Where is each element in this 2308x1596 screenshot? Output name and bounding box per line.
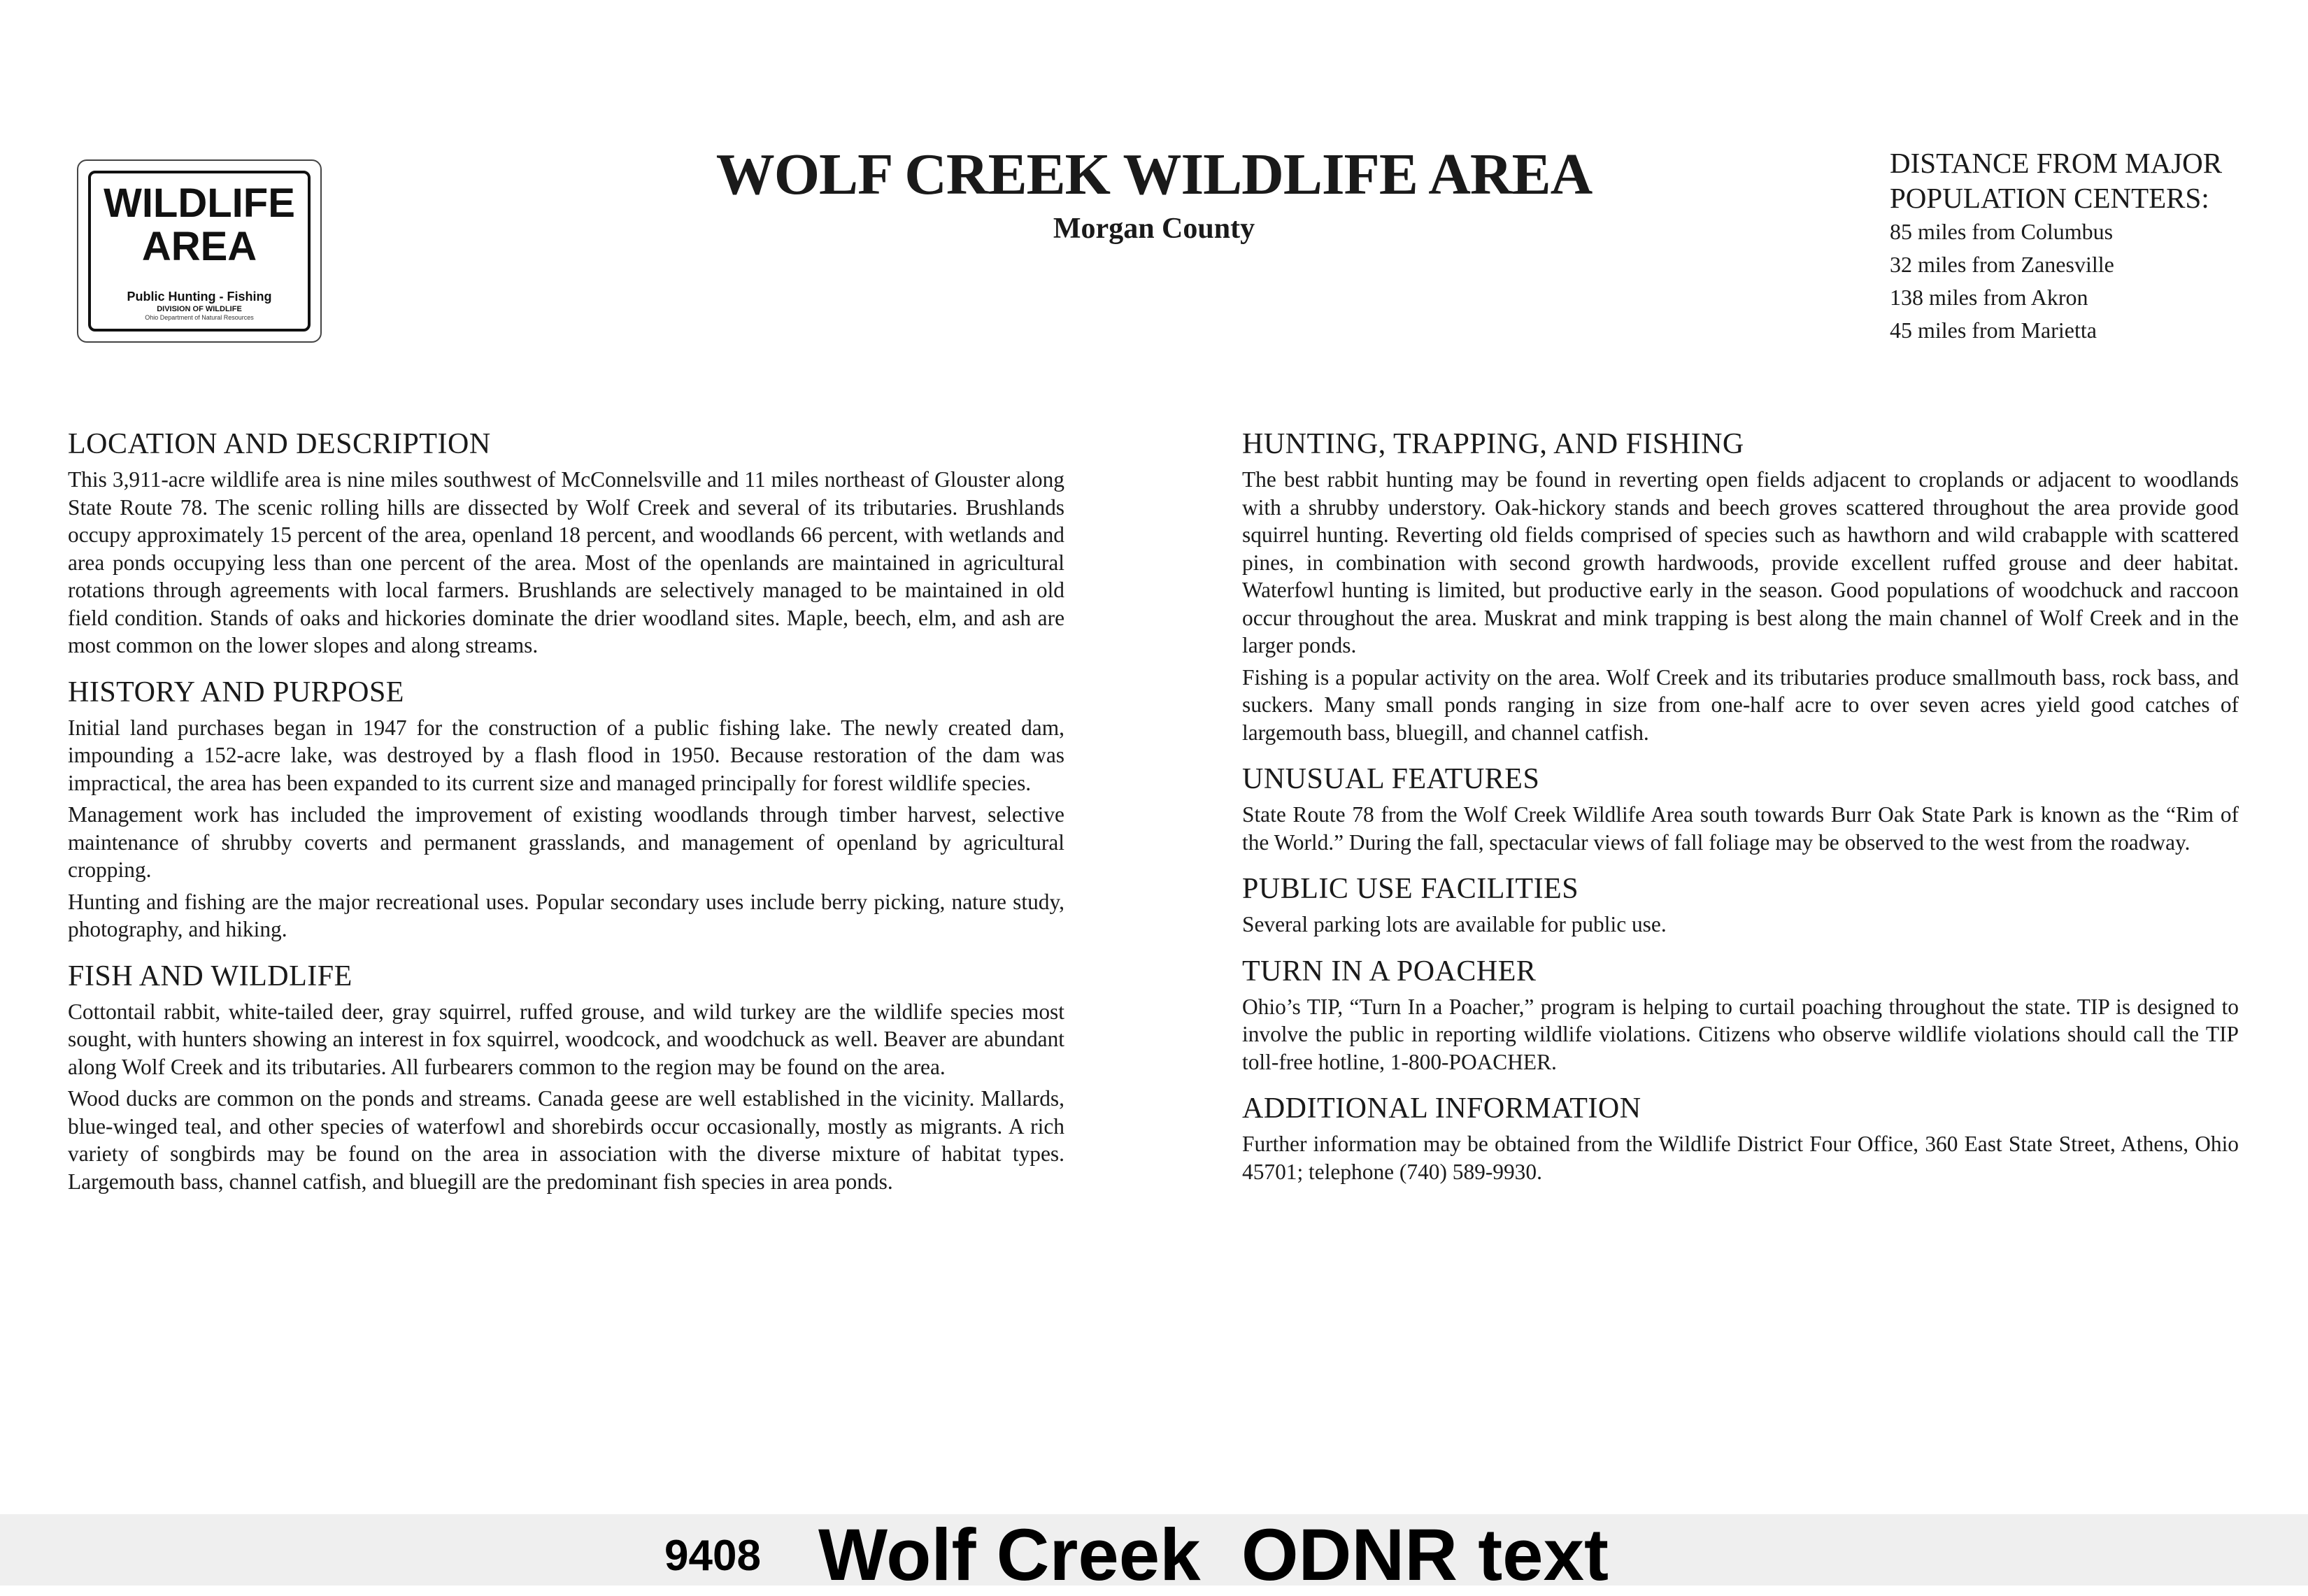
section-history-purpose [68,675,1064,943]
section-turn-in-a-poacher [1242,954,2239,1076]
section-heading: ADDITIONAL INFORMATION [1242,1092,1641,1125]
paragraph: Fishing is a popular activity on the area. Wolf Creek and its tributaries produce smallmouth bass, rock bass, and suckers. Many small ponds ranging in size from one-half acre to over seven acres yield good catches of largemouth bass, bluegill, and channel catfish. [1242,664,2239,745]
county-subtitle: Morgan County [1053,213,1255,245]
footer-title: Wolf Creek ODNR text [818,1514,1609,1596]
distance-heading-line1: DISTANCE FROM MAJOR [1890,147,2223,179]
sign-title-line2: AREA [141,224,257,269]
paragraph: The best rabbit hunting may be found in reverting open fields adjacent to croplands or adjacent to woodlands with a shrubby understory. Oak-hickory stands and beech groves scattered throughout the area provide good squirrel hunting. Reverting old fields comprised of species such as hawthorn and wild crabapple with scattered pines, in combination with second growth hardwoods, provide excellent ruffed grouse and deer habitat. Waterfowl hunting is limited, but productive early in the season. Good populations of woodchuck and raccoon occur throughout the area. Muskrat and mink trapping is best along the main channel of Wolf Creek and in the larger ponds. [1242,467,2239,657]
section-heading: HUNTING, TRAPPING, AND FISHING [1242,428,1744,460]
section-hunting-trapping-fishing [1242,427,2239,746]
section-unusual-features [1242,762,2239,856]
sign-division: DIVISION OF WILDLIFE [157,305,242,313]
paragraph: Initial land purchases began in 1947 for the construction of a public fishing lake. The newly created dam, impounding a 152-acre lake, was destroyed by a flash flood in 1950. Because restoration of the dam was impractical, the area has been expanded to its current size and managed principally for forest wildlife species. [68,715,1064,795]
paragraph: Further information may be obtained from the Wildlife District Four Office, 360 East State Street, Athens, Ohio 45701; telephone (740) 589-9930. [1242,1132,2239,1184]
paragraph: State Route 78 from the Wolf Creek Wildlife Area south towards Burr Oak State Park is known as the “Rim of the World.” During the fall, spectacular views of fall foliage may be observed to the west from the roadway. [1242,802,2239,855]
section-public-use-facilities [1242,871,2239,939]
section-fish-wildlife [68,959,1064,1196]
paragraph: Wood ducks are common on the ponds and streams. Canada geese are well established in the vicinity. Mallards, blue-winged teal, and other species of waterfowl and shorebirds occur occasionally, mostly as migrants. A rich variety of songbirds may be found on the area in association with the diverse mixture of habitat types. Largemouth bass, channel catfish, and bluegill are the predominant fish species in area ponds. [68,1086,1064,1194]
paragraph: This 3,911-acre wildlife area is nine miles southwest of McConnelsville and 11 miles northeast of Glouster along State Route 78. The scenic rolling hills are dissected by Wolf Creek and several of its tributaries. Brushlands occupy approximately 15 percent of the area, openland 18 percent, and woodlands 66 percent, with wetlands and area ponds occupying less than one percent of the area. Most of the openlands are maintained in agricultural rotations through agreements with local farmers. Brushlands are selectively managed to be maintained in old field condition. Stands of oaks and hickories dominate the drier woodland sites. Maple, beech, elm, and ash are most common on the lower slopes and along streams. [68,467,1064,657]
section-location-description [68,427,1064,660]
footer-bar [0,1514,2308,1596]
footer-number: 9408 [664,1532,761,1580]
page-title: WOLF CREEK WILDLIFE AREA [715,142,1593,207]
section-heading: HISTORY AND PURPOSE [68,676,404,708]
distance-item: 138 miles from Akron [1890,285,2088,310]
section-heading: FISH AND WILDLIFE [68,960,352,992]
paragraph: Hunting and fishing are the major recreational uses. Popular secondary uses include berry picking, nature study, photography, and hiking. [68,889,1064,941]
sign-subtitle: Public Hunting - Fishing [127,290,272,304]
section-heading: PUBLIC USE FACILITIES [1242,873,1579,905]
right-column [1242,427,2239,1201]
section-heading: UNUSUAL FEATURES [1242,763,1540,795]
sign-title-line1: WILDLIFE [104,180,295,226]
distance-item: 85 miles from Columbus [1890,219,2114,244]
section-heading: LOCATION AND DESCRIPTION [68,428,491,460]
section-heading: TURN IN A POACHER [1242,955,1537,988]
paragraph: Ohio’s TIP, “Turn In a Poacher,” program is helping to curtail poaching throughout the state. TIP is designed to involve the public in reporting wildlife violations. Citizens who observe wildlife violations should call the TIP toll-free hotline, 1-800-POACHER. [1242,994,2239,1074]
left-column [68,427,1064,1211]
distance-item: 32 miles from Zanesville [1890,252,2114,277]
distance-panel [1890,145,2267,347]
section-additional-information [1242,1091,2239,1185]
distance-item: 45 miles from Marietta [1890,318,2097,343]
paragraph: Cottontail rabbit, white-tailed deer, gray squirrel, ruffed grouse, and wild turkey are the wildlife species most sought, with hunters showing an interest in fox squirrel, woodcock, and woodchuck as well. Beaver are abundant along Wolf Creek and its tributaries. All furbearers common to the region may be found on the area. [68,999,1064,1079]
distance-heading-line2: POPULATION CENTERS: [1890,182,2209,214]
paragraph: Several parking lots are available for public use. [1242,912,1667,936]
paragraph: Management work has included the improvement of existing woodlands through timber harvest, selective maintenance of shrubby coverts and permanent grasslands, and management of openland by agricultural cropping. [68,802,1064,882]
sign-department: Ohio Department of Natural Resources [145,314,254,321]
